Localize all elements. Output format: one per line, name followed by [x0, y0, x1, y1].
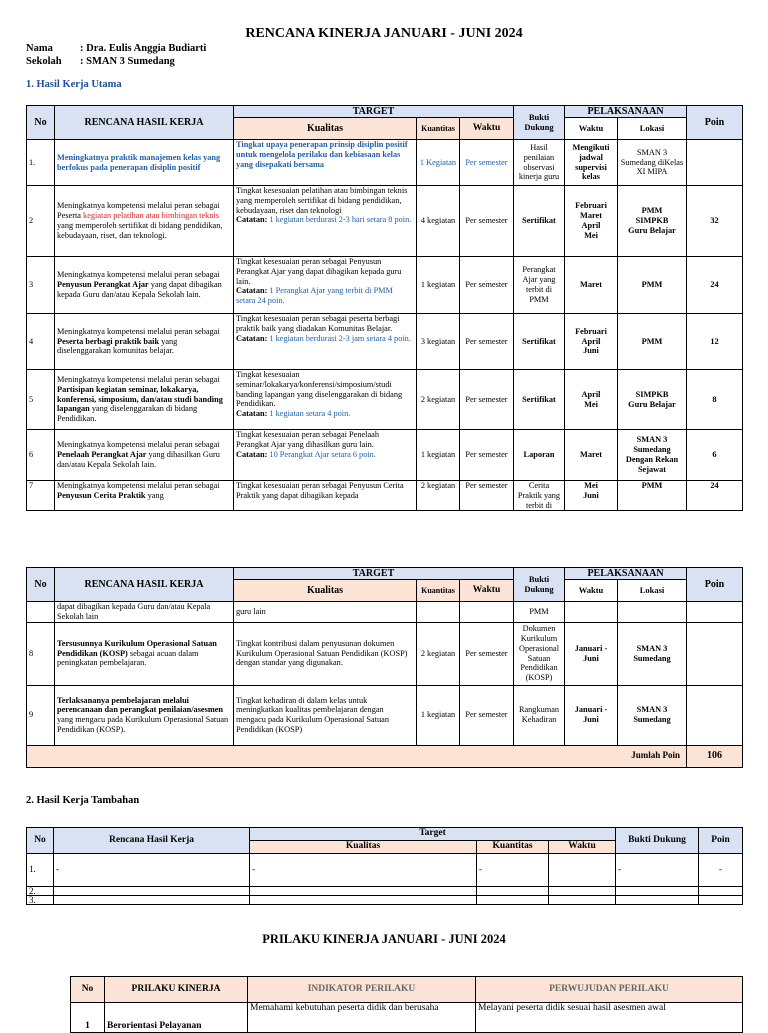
- section-heading-hasil-kerja-tambahan: 2. Hasil Kerja Tambahan: [26, 795, 140, 806]
- row-no: 5: [27, 370, 55, 430]
- pelaksanaan-lokasi-cell: PMM: [618, 481, 687, 511]
- rhk-cell: Terlaksananya pembelajaran melalui perencanaan dan perangkat penilaian/asesmen yang mengacu pada Kurikulum Operasional Satuan Pendidikan (KOSP).: [55, 685, 234, 745]
- header-no: No: [27, 568, 55, 602]
- pelaksanaan-waktu-cell: Januari - Juni: [565, 685, 618, 745]
- bukti-cell: Hasil penilaian observasi kinerja guru: [514, 140, 565, 186]
- bukti-cell: Dokumen Kurikulum Operasional Satuan Pendidikan (KOSP): [514, 622, 565, 685]
- nama-value: : Dra. Eulis Anggia Budiarti: [80, 43, 207, 54]
- rhk-cell: dapat dibagikan kepada Guru dan/atau Kepala Sekolah lain: [55, 602, 234, 623]
- table-row: [27, 257, 743, 314]
- pelaksanaan-lokasi-cell: SMAN 3 Sumedang Dengan Rekan Sejawat: [618, 430, 687, 481]
- kuantitas-cell: 1 kegiatan: [417, 257, 460, 314]
- pelaksanaan-lokasi-cell: SMAN 3 Sumedang: [618, 622, 687, 685]
- kualitas-cell: -: [250, 854, 477, 887]
- perwujudan-cell: Melayani peserta didik sesuai hasil asesmen awal: [476, 1003, 743, 1033]
- jumlah-poin-value: 106: [687, 745, 743, 767]
- table-row: [27, 887, 743, 896]
- header-poin: Poin: [699, 828, 743, 854]
- header-rencana-hasil-kerja: RENCANA HASIL KERJA: [55, 106, 234, 140]
- pelaksanaan-waktu-cell: Maret: [565, 257, 618, 314]
- header-poin: Poin: [687, 106, 743, 140]
- poin-cell: -: [699, 854, 743, 887]
- waktu-cell: [549, 854, 616, 887]
- table-row: [27, 622, 743, 685]
- row-no: 2: [27, 186, 55, 257]
- bukti-cell: Perangkat Ajar yang terbit di PMM: [514, 257, 565, 314]
- header-bukti-dukung: Bukti Dukung: [616, 828, 699, 854]
- hasil-kerja-utama-table-continued: [26, 567, 743, 768]
- bukti-cell: Rangkuman Kehadiran: [514, 685, 565, 745]
- bukti-cell: Cerita Praktik yang terbit di: [514, 481, 565, 511]
- table-row: [71, 1003, 743, 1033]
- header-target: TARGET: [234, 106, 514, 118]
- hasil-kerja-utama-table: [26, 105, 743, 511]
- poin-cell: 24: [687, 257, 743, 314]
- row-no: 7: [27, 481, 55, 511]
- pelaksanaan-waktu-cell: Januari - Juni: [565, 622, 618, 685]
- rhk-cell: Meningkatnya kompetensi melalui peran sebagai Penelaah Perangkat Ajar yang dihasilkan Guru dan/atau Kepala Sekolah lain.: [55, 430, 234, 481]
- sekolah-label: Sekolah: [26, 56, 62, 67]
- prilaku-kinerja-table: [70, 976, 743, 1033]
- kuantitas-cell: -: [477, 854, 549, 887]
- waktu-cell: Per semester: [460, 186, 514, 257]
- bukti-cell: Sertifikat: [514, 186, 565, 257]
- poin-cell: 12: [687, 314, 743, 370]
- identity-block: [26, 42, 206, 68]
- header-poin: Poin: [687, 568, 743, 602]
- pelaksanaan-waktu-cell: April Mei: [565, 370, 618, 430]
- row-no: 1: [71, 1003, 105, 1033]
- header-bukti-dukung: Bukti Dukung: [514, 106, 565, 140]
- bukti-cell: Sertifikat: [514, 314, 565, 370]
- rhk-cell: Meningkatnya praktik manajemen kelas yang berfokus pada penerapan disiplin positif: [55, 140, 234, 186]
- header-pelaksanaan: PELAKSANAAN: [565, 568, 687, 580]
- table-row: [27, 140, 743, 186]
- poin-cell: 8: [687, 370, 743, 430]
- kualitas-cell: Tingkat kesesuaian peran sebagai peserta berbagi praktik baik yang diadakan Komunitas Belajar. Catatan: 1 kegiatan berdurasi 2-3 jam setara 4 poin.: [234, 314, 417, 370]
- table-row: [27, 854, 743, 887]
- row-no: 3: [27, 257, 55, 314]
- kualitas-cell: Tingkat kehadiran di dalam kelas untuk meningkatkan kualitas pembelajaran dengan mengacu pada Kurikulum Operasional Satuan Pendidikan (KOSP): [234, 685, 417, 745]
- header-kuantitas: Kuantitas: [417, 580, 460, 602]
- header-kualitas: Kualitas: [234, 118, 417, 140]
- row-no: 8: [27, 622, 55, 685]
- kualitas-cell: Tingkat kesesuaian peran sebagai Penyusun Cerita Praktik yang dapat dibagikan kepada: [234, 481, 417, 511]
- waktu-cell: Per semester: [460, 685, 514, 745]
- header-no: No: [71, 977, 105, 1003]
- nama-label: Nama: [26, 43, 53, 54]
- pelaksanaan-waktu-cell: Februari Maret April Mei: [565, 186, 618, 257]
- total-row: [27, 745, 743, 767]
- header-pelaksanaan-waktu: Waktu: [565, 118, 618, 140]
- waktu-cell: Per semester: [460, 430, 514, 481]
- rhk-cell: Meningkatnya kompetensi melalui peran sebagai Peserta kegiatan pelatihan atau bimbingan teknis yang memperoleh sertifikat di bidang pendidikan, kebudayaan, riset, dan teknologi.: [55, 186, 234, 257]
- row-no: 9: [27, 685, 55, 745]
- table-row: [27, 685, 743, 745]
- header-kualitas: Kualitas: [234, 580, 417, 602]
- waktu-cell: Per semester: [460, 370, 514, 430]
- table-row: [27, 602, 743, 623]
- header-no: No: [27, 828, 54, 854]
- kuantitas-cell: 1 kegiatan: [417, 430, 460, 481]
- bukti-cell: PMM: [514, 602, 565, 623]
- header-kuantitas: Kuantitas: [477, 841, 549, 854]
- pelaksanaan-waktu-cell: Mei Juni: [565, 481, 618, 511]
- waktu-cell: Per semester: [460, 257, 514, 314]
- indikator-cell: Memahami kebutuhan peserta didik dan berusaha: [248, 1003, 476, 1033]
- rhk-cell: -: [54, 854, 250, 887]
- header-waktu: Waktu: [549, 841, 616, 854]
- waktu-cell: Per semester: [460, 622, 514, 685]
- kualitas-cell: Tingkat kontribusi dalam penyusunan dokumen Kurikulum Operasional Satuan Pendidikan (KOSP) dengan standar yang digunakan.: [234, 622, 417, 685]
- kuantitas-cell: 1 kegiatan: [417, 685, 460, 745]
- kualitas-cell: Tingkat kesesuaian seminar/lokakarya/konferensi/simposium/studi banding lapangan yang diselenggarakan di bidang Pendidikan. Catatan: 1 kegiatan setara 4 poin.: [234, 370, 417, 430]
- header-kuantitas: Kuantitas: [417, 118, 460, 140]
- poin-cell: 6: [687, 430, 743, 481]
- sekolah-value: : SMAN 3 Sumedang: [80, 56, 175, 67]
- row-no: 1.: [27, 140, 55, 186]
- table-row: [27, 370, 743, 430]
- pelaksanaan-waktu-cell: Februari April Juni: [565, 314, 618, 370]
- kualitas-cell: Tingkat kesesuaian pelatihan atau bimbingan teknis yang memperoleh sertifikat di bidang pendidikan, kebudayaan, riset dan teknologi Catatan: 1 kegiatan berdurasi 2-3 hari setara 8 poin.: [234, 186, 417, 257]
- table-row: [27, 186, 743, 257]
- kuantitas-cell: 2 kegiatan: [417, 622, 460, 685]
- kualitas-cell: Tingkat upaya penerapan prinsip disiplin positif untuk mengelola perilaku dan kebiasaan kelas yang disepakati bersama: [234, 140, 417, 186]
- bukti-cell: -: [616, 854, 699, 887]
- header-waktu: Waktu: [460, 118, 514, 140]
- header-prilaku-kinerja: PRILAKU KINERJA: [105, 977, 248, 1003]
- table-row: [27, 430, 743, 481]
- hasil-kerja-tambahan-table: [26, 827, 743, 905]
- pelaksanaan-lokasi-cell: PMM: [618, 257, 687, 314]
- prilaku-cell: Berorientasi Pelayanan: [105, 1003, 248, 1033]
- kuantitas-cell: 1 Kegiatan: [417, 140, 460, 186]
- header-bukti-dukung: Bukti Dukung: [514, 568, 565, 602]
- header-target: Target: [250, 828, 616, 841]
- header-rencana-hasil-kerja: RENCANA HASIL KERJA: [55, 568, 234, 602]
- table-row: [27, 896, 743, 905]
- kualitas-cell: guru lain: [234, 602, 417, 623]
- header-rencana-hasil-kerja: Rencana Hasil Kerja: [54, 828, 250, 854]
- pelaksanaan-lokasi-cell: PMM: [618, 314, 687, 370]
- behavior-section-title: PRILAKU KINERJA JANUARI - JUNI 2024: [262, 932, 506, 946]
- header-kualitas: Kualitas: [250, 841, 477, 854]
- row-no: 3.: [27, 896, 54, 905]
- pelaksanaan-waktu-cell: Mengikuti jadwal supervisi kelas: [565, 140, 618, 186]
- section-heading-hasil-kerja-utama: 1. Hasil Kerja Utama: [26, 79, 122, 90]
- row-no: 6: [27, 430, 55, 481]
- header-no: No: [27, 106, 55, 140]
- rhk-cell: Tersusunnya Kurikulum Operasional Satuan Pendidikan (KOSP) sebagai acuan dalam peningkatan pembelajaran.: [55, 622, 234, 685]
- kualitas-cell: Tingkat kesesuaian peran sebagai Penelaah Perangkat Ajar yang dihasilkan guru lain. Catatan: 10 Perangkat Ajar setara 6 poin.: [234, 430, 417, 481]
- kualitas-cell: Tingkat kesesuaian peran sebagai Penyusun Perangkat Ajar yang dapat dibagikan kepada guru lain. Catatan: 1 Perangkat Ajar yang terbit di PMM setara 24 poin.: [234, 257, 417, 314]
- pelaksanaan-lokasi-cell: SMAN 3 Sumedang: [618, 685, 687, 745]
- document-title: RENCANA KINERJA JANUARI - JUNI 2024: [245, 26, 523, 41]
- pelaksanaan-waktu-cell: Maret: [565, 430, 618, 481]
- row-no: 2.: [27, 887, 54, 896]
- table-row: [27, 481, 743, 511]
- row-no: 4: [27, 314, 55, 370]
- rhk-cell: Meningkatnya kompetensi melalui peran sebagai Partisipan kegiatan seminar, lokakarya, konferensi, simposium, dan/atau studi banding lapangan yang diselenggarakan di bidang Pendidikan.: [55, 370, 234, 430]
- row-no: 1.: [27, 854, 54, 887]
- rhk-cell: Meningkatnya kompetensi melalui peran sebagai Penyusun Cerita Praktik yang: [55, 481, 234, 511]
- header-indikator-perilaku: INDIKATOR PERILAKU: [248, 977, 476, 1003]
- header-pelaksanaan-lokasi: Lokasi: [618, 580, 687, 602]
- rhk-cell: Meningkatnya kompetensi melalui peran sebagai Peserta berbagi praktik baik yang diselenggarakan komunitas belajar.: [55, 314, 234, 370]
- kuantitas-cell: 4 kegiatan: [417, 186, 460, 257]
- header-pelaksanaan: PELAKSANAAN: [565, 106, 687, 118]
- kuantitas-cell: 3 kegiatan: [417, 314, 460, 370]
- header-waktu: Waktu: [460, 580, 514, 602]
- bukti-cell: Sertifikat: [514, 370, 565, 430]
- pelaksanaan-lokasi-cell: SIMPKB Guru Belajar: [618, 370, 687, 430]
- header-target: TARGET: [234, 568, 514, 580]
- header-perwujudan-perilaku: PERWUJUDAN PERILAKU: [476, 977, 743, 1003]
- header-pelaksanaan-lokasi: Lokasi: [618, 118, 687, 140]
- waktu-cell: Per semester: [460, 481, 514, 511]
- poin-cell: 32: [687, 186, 743, 257]
- waktu-cell: Per semester: [460, 140, 514, 186]
- kuantitas-cell: 2 kegiatan: [417, 370, 460, 430]
- kuantitas-cell: 2 kegiatan: [417, 481, 460, 511]
- bukti-cell: Laporan: [514, 430, 565, 481]
- poin-cell: 24: [687, 481, 743, 511]
- pelaksanaan-lokasi-cell: SMAN 3 Sumedang diKelas XI MIPA: [618, 140, 687, 186]
- rhk-cell: Meningkatnya kompetensi melalui peran sebagai Penyusun Perangkat Ajar yang dapat dibagikan kepada Guru dan/atau Kepala Sekolah lain.: [55, 257, 234, 314]
- table-row: [27, 314, 743, 370]
- pelaksanaan-lokasi-cell: PMM SIMPKB Guru Belajar: [618, 186, 687, 257]
- poin-cell: [687, 140, 743, 186]
- header-pelaksanaan-waktu: Waktu: [565, 580, 618, 602]
- jumlah-poin-label: Jumlah Poin: [27, 745, 687, 767]
- waktu-cell: Per semester: [460, 314, 514, 370]
